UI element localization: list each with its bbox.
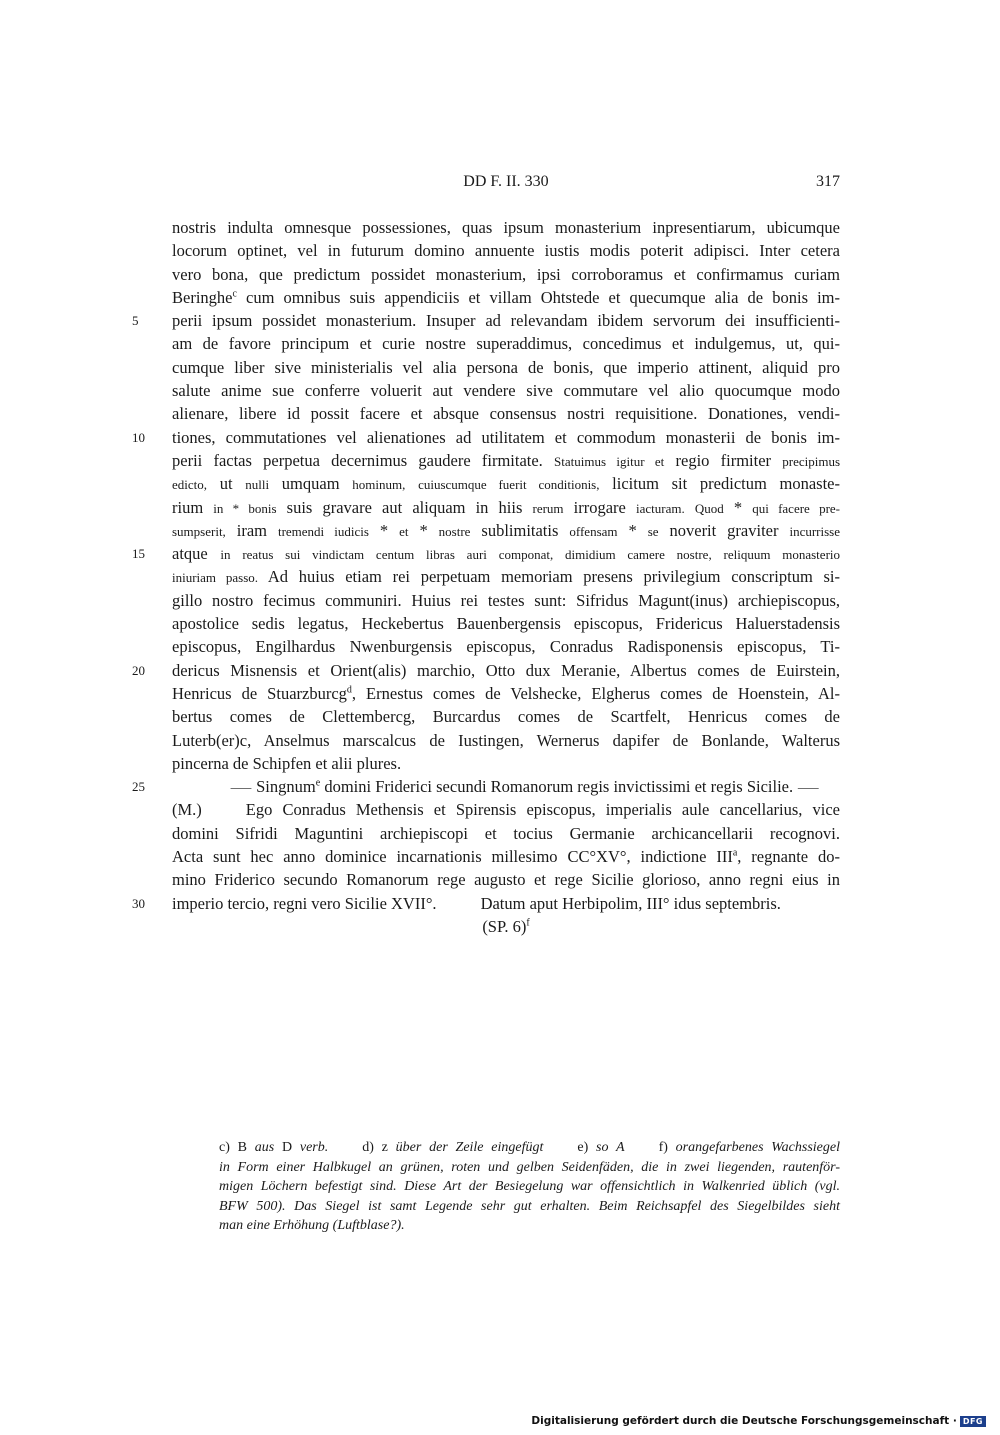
footnote-line: BFW 500). Das Siegel ist samt Legende sehr gut erhalten. Beim Reichsapfel des Siegelbildes sieht — [219, 1198, 840, 1214]
text-line: rium in * bonis suis gravare aut aliquam in hiis rerum irrogare iacturam. Quod * qui facere pre- — [172, 497, 840, 517]
cross-symbol-icon: ⸺ — [797, 780, 820, 796]
footnote-marker: d — [346, 684, 352, 696]
footnotes — [219, 1138, 840, 1236]
text-line: locorum optinet, vel in futurum domino annuente iustis modis poterit adipisci. Inter cetera — [172, 241, 840, 261]
footnote-marker: c — [232, 288, 237, 300]
footnote-line: in Form einer Halbkugel an grünen, roten und gelben Seidenfäden, die in zwei liegenden, rautenför- — [219, 1159, 840, 1175]
text-line: 5 perii ipsum possidet monasterium. Insuper ad relevandam ibidem servorum dei insufficienti- — [172, 309, 840, 332]
line-number: 10 — [132, 429, 145, 445]
text-line: alienare, libere id possit facere et absque consensus nostri requisitione. Donationes, vendi- — [172, 404, 840, 424]
text-line: cumque liber sive ministerialis vel alia persona de bonis, que imperio attinent, aliquid pro — [172, 357, 840, 377]
text-line: Luterb(er)c, Anselmus marscalcus de Iustingen, Wernerus dapifer de Bonlande, Walterus — [172, 730, 840, 750]
text-line: gillo nostro fecimus communiri. Huius rei testes sunt: Sifridus Magunt(inus) archiepiscopus, — [172, 590, 840, 610]
line-number: 5 — [132, 313, 139, 329]
footnote-c: c) B aus D verb. — [219, 1140, 329, 1155]
text-line: apostolice sedis legatus, Heckebertus Bauenbergensis episcopus, Fridericus Haluerstadensis — [172, 614, 840, 634]
line-number: 20 — [132, 662, 145, 678]
line-number: 15 — [132, 546, 145, 562]
dfg-logo: DFG — [960, 1416, 986, 1427]
page-number: 317 — [816, 173, 840, 190]
funding-credit — [531, 1415, 986, 1427]
text-line: pincerna de Schipfen et alii plures. — [172, 753, 402, 773]
text-line: iniuriam passo. Ad huius etiam rei perpetuam memoriam presens privilegium conscriptum si- — [172, 567, 841, 587]
cross-symbol-icon: ⸺ — [230, 780, 252, 796]
seal-reference: (SP. 6)$^f$ — [482, 916, 530, 936]
footnote-marker: f — [526, 917, 530, 929]
text-line: nostris indulta omnesque possessiones, quas ipsum monasterium inpresentiarum, ubicumque — [172, 218, 840, 237]
footnote-line: man eine Erhöhung (Luftblase?). — [219, 1218, 405, 1233]
text-line: (M.) Ego Conradus Methensis et Spirensis episcopus, imperialis aule cancellarius, vice — [172, 800, 840, 820]
text-line: 10 tiones, commutationes vel alienationes ad utilitatem et commodum monasterii de bonis im- — [172, 426, 840, 449]
line-number: 30 — [132, 895, 145, 911]
text-line: am de favore principum et curie nostre superaddimus, concedimus et indulgemus, ut, qui- — [172, 334, 840, 354]
body-text — [132, 216, 841, 938]
text-line: 30 imperio tercio, regni vero Sicilie XVII°. Datum aput Herbipolim, III° idus septembris. — [172, 892, 840, 915]
text-line: Beringhe$^c$ cum omnibus suis appendiciis et villam Ohtstede et quecumque alia de bonis im- — [172, 287, 840, 307]
text-line: episcopus, Engilhardus Nwenburgensis episcopus, Conradus Radisponensis episcopus, Ti- — [172, 637, 840, 657]
funding-credit-text: Digitalisierung gefördert durch die Deutsche Forschungsgemeinschaft · — [531, 1415, 957, 1427]
text-line: 15 atque in reatus sui vindictam centum libras auri componat, dimidium camere nostre, reliquum monasterio — [172, 542, 840, 565]
footnote-e: e) so A — [577, 1140, 625, 1155]
running-head — [172, 173, 840, 195]
footnote-marker: e — [315, 777, 321, 789]
text-line: salute anime sue conferre voluerit aut vendere sive commutare vel alio quocumque modo — [172, 381, 840, 401]
text-line: perii factas perpetua decernimus gaudere firmitate. Statuimus igitur et regio firmiter precipimus — [172, 450, 840, 470]
line-number: 25 — [132, 779, 145, 795]
text-line: 20 dericus Misnensis et Orient(alis) marchio, Otto dux Meranie, Albertus comes de Euirstein, — [172, 659, 840, 682]
footnote-marker: a — [732, 847, 738, 859]
document-title: DD F. II. 330 — [463, 173, 549, 190]
footnote-d: d) z über der Zeile eingefügt — [362, 1140, 544, 1155]
text-line: sumpserit, iram tremendi iudicis * et * nostre sublimitatis offensam * se noverit graviter incurrisse — [172, 520, 840, 540]
footnote-line — [219, 1138, 840, 1158]
text-line: Acta sunt hec anno dominice incarnationis millesimo CC°XV°, indictione III$^a$, regnante do- — [172, 847, 840, 867]
text-line: bertus comes de Clettembercg, Burcardus comes de Scartfelt, Henricus comes de — [172, 707, 840, 727]
text-line: domini Sifridi Maguntini archiepiscopi et tocius Germanie archicancellarii recognovi. — [172, 823, 840, 843]
text-line: mino Friderico secundo Romanorum rege augusto et rege Sicilie glorioso, anno regni eius in — [172, 870, 840, 890]
text-line: Henricus de Stuarzburcg$^d$, Ernestus comes de Velshecke, Elgherus comes de Hoenstein, Al- — [172, 683, 840, 703]
text-line: edicto, ut nulli umquam hominum, cuiuscumque fuerit conditionis, licitum sit predictum monaste- — [172, 474, 840, 494]
footnote-line: migen Löchern befestigt sind. Diese Art der Besiegelung war offensichtlich in Walkenried üblich (vgl. — [219, 1179, 840, 1194]
text-line: 25 ⸺ Singnum$^e$ domini Friderici secundi Romanorum regis invictissimi et regis Sicilie. ⸺ — [172, 775, 840, 798]
text-line: vero bona, que predictum possidet monasterium, ipsi corroboramus et confirmamus curiam — [172, 264, 840, 284]
footnote-f: f) orangefarbenes Wachssiegel — [658, 1140, 840, 1155]
